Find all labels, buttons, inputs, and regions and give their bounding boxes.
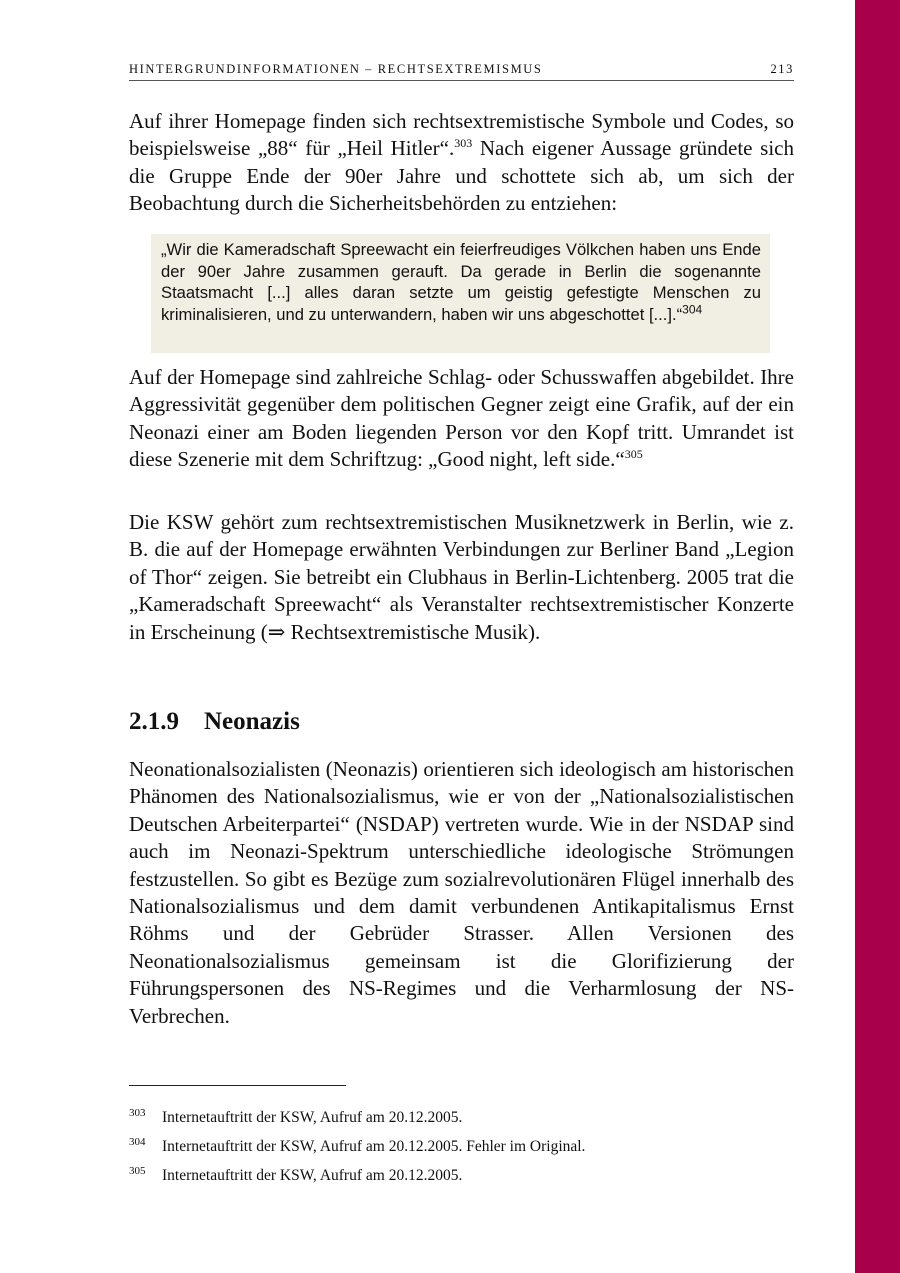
paragraph-weapons <box>129 364 794 474</box>
running-header <box>129 62 794 81</box>
paragraph-neonazis: Neonationalsozialisten (Neonazis) orientieren sich ideologisch am historischen Phänomen des Nationalsozialismus, wie er von der „Nationalsozialistischen Deutschen Arbeiterpartei“ (NSDAP) vertreten wurde. Wie in der NSDAP sind auch im Neonazi-Spektrum unterschiedliche ideologische Strömungen festzustellen. So gibt es Bezüge zum sozialrevolutionären Flügel innerhalb des Nationalsozialismus und dem damit verbundenen Antikapitalismus Ernst Röhms und der Gebrüder Strasser. Allen Versionen des Neonationalsozialismus gemeinsam ist die Glorifizierung der Führungspersonen des NS-Regimes und die Verharmlosung der NS-Verbrechen. <box>129 757 794 1028</box>
footnote-ref-304[interactable]: 304 <box>682 301 703 316</box>
footnote-ref-303[interactable]: 303 <box>454 136 473 151</box>
section-number: 2.1.9 <box>129 708 179 735</box>
footnote-ref-305[interactable]: 305 <box>624 447 643 462</box>
footnote-number: 305 <box>129 1165 146 1177</box>
paragraph-homepage-symbols <box>129 108 794 218</box>
footnote-number: 303 <box>129 1107 146 1119</box>
block-quote <box>151 234 770 353</box>
paragraph-text: Nach eigener Aussage gründete sich die Gruppe Ende der 90er Jahre und schottete sich ab, um sich der Beobachtung durch die Sicherheitsbehörden zu entziehen: <box>129 136 795 216</box>
section-heading <box>129 708 300 736</box>
quote-text: „Wir die Kameradschaft Spreewacht ein feierfreudiges Völkchen haben uns Ende der 90er Jahre zusammen gerauft. Da gerade in Berlin die sogenannte Staatsmacht [...] alles daran setzte um geistig gefestigte Menschen zu kriminalisieren, und zu unterwandern, haben wir uns abgeschottet [...].“ <box>161 240 761 324</box>
footnote-number: 304 <box>129 1136 146 1148</box>
footnote-text: Internetauftritt der KSW, Aufruf am 20.12.2005. <box>162 1167 463 1184</box>
paragraph-text: Auf ihrer Homepage finden sich rechtsextremistische Symbole und Codes, so beispielsweise „88“ für „Heil Hitler“. <box>129 109 794 161</box>
paragraph-text: Auf der Homepage sind zahlreiche Schlag- oder Schusswaffen abgebildet. Ihre Aggressivität gegenüber dem politischen Gegner zeigt eine Grafik, auf der ein Neonazi einer am Boden liegenden Person vor den Kopf tritt. Umrandet ist diese Szenerie mit dem Schriftzug: „Good night, left side.“ <box>129 365 794 472</box>
page-number: 213 <box>770 62 794 76</box>
footnote-separator <box>129 1085 346 1086</box>
footnote-text: Internetauftritt der KSW, Aufruf am 20.12.2005. <box>162 1109 463 1126</box>
side-color-bar <box>855 0 900 1273</box>
footnote-text: Internetauftritt der KSW, Aufruf am 20.12.2005. Fehler im Original. <box>162 1138 586 1155</box>
section-title: Neonazis <box>204 708 300 735</box>
paragraph-music-network: Die KSW gehört zum rechtsextremistischen Musiknetzwerk in Berlin, wie z. B. die auf der Homepage erwähnten Verbindungen zur Berliner Band „Legion of Thor“ zeigen. Sie betreibt ein Clubhaus in Berlin-Lichtenberg. 2005 trat die „Kameradschaft Spreewacht“ als Veranstalter rechtsextremistischer Konzerte in Erscheinung (⇒ Rechtsextremistische Musik). <box>129 510 794 644</box>
running-title: HINTERGRUNDINFORMATIONEN – RECHTSEXTREMISMUS <box>129 62 543 76</box>
